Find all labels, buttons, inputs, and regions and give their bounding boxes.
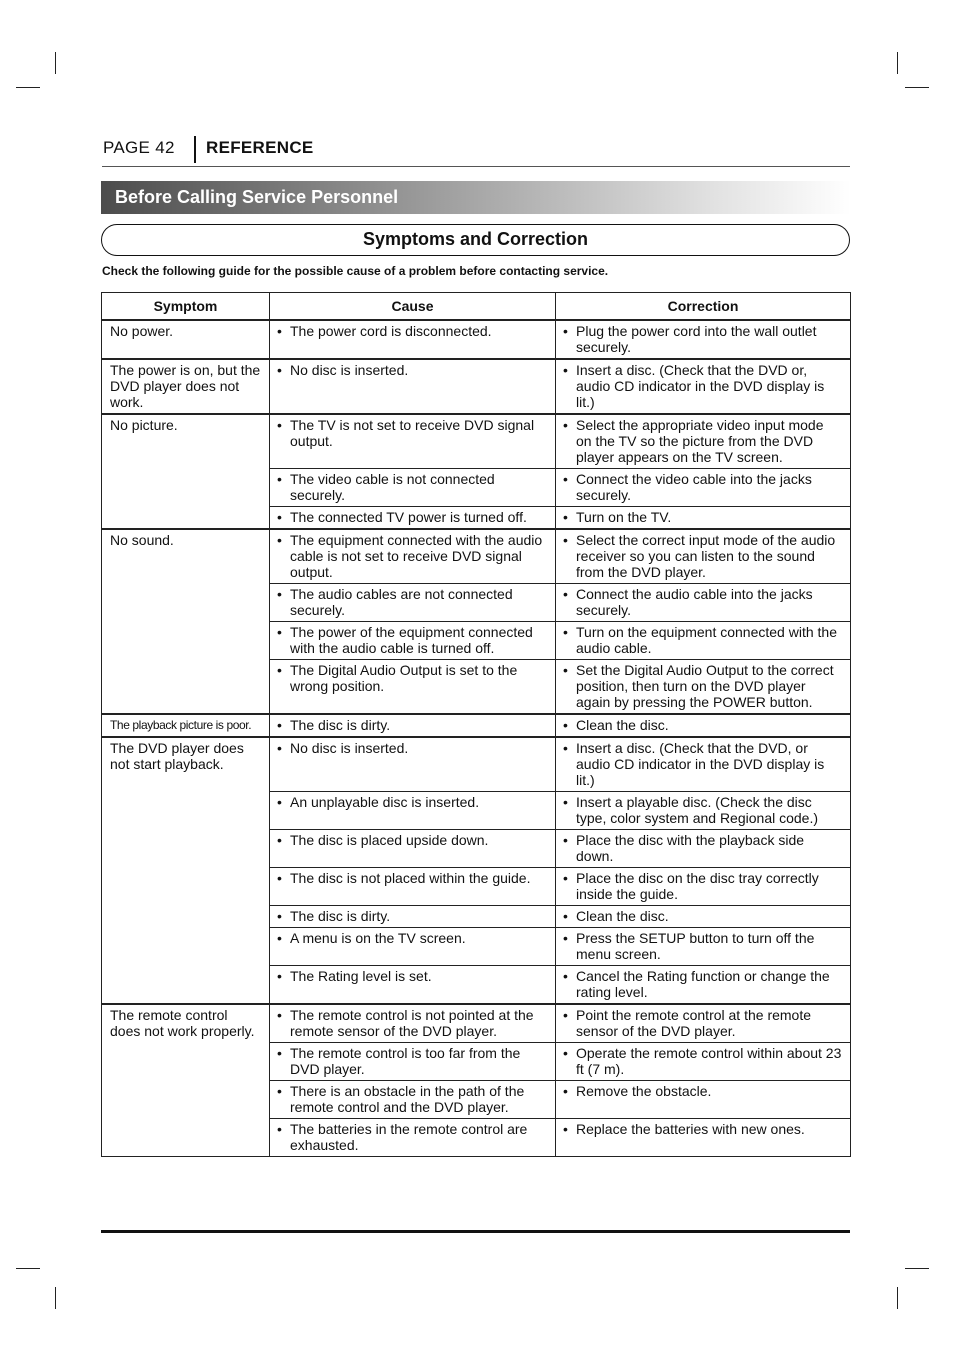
- column-header-cause: Cause: [270, 293, 556, 321]
- column-header-correction: Correction: [556, 293, 851, 321]
- cause-cell: • The disc is not placed within the guide.: [270, 868, 556, 906]
- correction-cell: • Connect the audio cable into the jacks securely.: [556, 584, 851, 622]
- crop-mark: [55, 52, 56, 74]
- correction-cell: • Place the disc on the disc tray correctly inside the guide.: [556, 868, 851, 906]
- correction-cell: • Plug the power cord into the wall outlet securely.: [556, 320, 851, 359]
- crop-mark: [16, 87, 40, 88]
- table-row: [102, 1004, 851, 1043]
- cause-cell: • The disc is placed upside down.: [270, 830, 556, 868]
- cause-cell: • The video cable is not connected securely.: [270, 469, 556, 507]
- correction-cell: • Point the remote control at the remote sensor of the DVD player.: [556, 1004, 851, 1043]
- column-header-symptom: Symptom: [102, 293, 270, 321]
- correction-cell: • Select the appropriate video input mode on the TV so the picture from the DVD player appears on the TV screen.: [556, 414, 851, 469]
- correction-cell: • Replace the batteries with new ones.: [556, 1119, 851, 1157]
- symptom-cell: The DVD player does not start playback.: [102, 737, 270, 1004]
- cause-cell: • The connected TV power is turned off.: [270, 507, 556, 530]
- crop-mark: [16, 1268, 40, 1269]
- cause-cell: • The TV is not set to receive DVD signal output.: [270, 414, 556, 469]
- page-number: PAGE 42: [103, 138, 175, 157]
- correction-cell: • Turn on the TV.: [556, 507, 851, 530]
- table-row: [102, 359, 851, 414]
- cause-cell: • The power cord is disconnected.: [270, 320, 556, 359]
- cause-cell: • The equipment connected with the audio cable is not set to receive DVD signal output.: [270, 529, 556, 584]
- correction-cell: • Insert a disc. (Check that the DVD or, audio CD indicator in the DVD display is lit.): [556, 359, 851, 414]
- cause-cell: • No disc is inserted.: [270, 359, 556, 414]
- crop-mark: [897, 1287, 898, 1309]
- symptom-cell: The playback picture is poor.: [102, 714, 270, 737]
- cause-cell: • The batteries in the remote control are exhausted.: [270, 1119, 556, 1157]
- table-row: [102, 320, 851, 359]
- correction-cell: • Clean the disc.: [556, 714, 851, 737]
- correction-cell: • Remove the obstacle.: [556, 1081, 851, 1119]
- symptom-cell: The remote control does not work properly.: [102, 1004, 270, 1157]
- footer-rule: [101, 1230, 850, 1233]
- crop-mark: [897, 52, 898, 74]
- correction-cell: • Set the Digital Audio Output to the correct position, then turn on the DVD player again by pressing the POWER button.: [556, 660, 851, 715]
- crop-mark: [905, 1268, 929, 1269]
- correction-cell: • Connect the video cable into the jacks securely.: [556, 469, 851, 507]
- correction-cell: • Insert a playable disc. (Check the disc type, color system and Regional code.): [556, 792, 851, 830]
- cause-cell: • A menu is on the TV screen.: [270, 928, 556, 966]
- cause-cell: • The Digital Audio Output is set to the wrong position.: [270, 660, 556, 715]
- cause-cell: • There is an obstacle in the path of the remote control and the DVD player.: [270, 1081, 556, 1119]
- table-row: [102, 714, 851, 737]
- header-divider: [194, 136, 196, 163]
- correction-cell: • Press the SETUP button to turn off the menu screen.: [556, 928, 851, 966]
- cause-cell: • The disc is dirty.: [270, 714, 556, 737]
- correction-cell: • Cancel the Rating function or change the rating level.: [556, 966, 851, 1005]
- correction-cell: • Insert a disc. (Check that the DVD, or audio CD indicator in the DVD display is lit.): [556, 737, 851, 792]
- cause-cell: • No disc is inserted.: [270, 737, 556, 792]
- correction-cell: • Operate the remote control within about 23 ft (7 m).: [556, 1043, 851, 1081]
- cause-cell: • The power of the equipment connected with the audio cable is turned off.: [270, 622, 556, 660]
- correction-cell: • Turn on the equipment connected with the audio cable.: [556, 622, 851, 660]
- symptom-cell: No sound.: [102, 529, 270, 714]
- section-banner: [101, 181, 851, 214]
- table-header-row: [102, 293, 851, 321]
- symptom-cell: No picture.: [102, 414, 270, 529]
- cause-cell: • The Rating level is set.: [270, 966, 556, 1005]
- cause-cell: • The remote control is too far from the DVD player.: [270, 1043, 556, 1081]
- cause-cell: • The disc is dirty.: [270, 906, 556, 928]
- intro-text: Check the following guide for the possible cause of a problem before contacting service.: [102, 264, 609, 278]
- section-label: REFERENCE: [206, 138, 314, 157]
- cause-cell: • The audio cables are not connected securely.: [270, 584, 556, 622]
- cause-cell: • The remote control is not pointed at the remote sensor of the DVD player.: [270, 1004, 556, 1043]
- table-row: [102, 737, 851, 792]
- banner-title: Before Calling Service Personnel: [115, 187, 399, 207]
- sub-heading: Symptoms and Correction: [101, 224, 850, 256]
- troubleshooting-table: [101, 292, 851, 1157]
- table-row: [102, 529, 851, 584]
- table-row: [102, 414, 851, 469]
- correction-cell: • Clean the disc.: [556, 906, 851, 928]
- correction-cell: • Place the disc with the playback side down.: [556, 830, 851, 868]
- symptom-cell: The power is on, but the DVD player does not work.: [102, 359, 270, 414]
- symptom-cell: No power.: [102, 320, 270, 359]
- crop-mark: [55, 1287, 56, 1309]
- correction-cell: • Select the correct input mode of the audio receiver so you can listen to the sound from the DVD player.: [556, 529, 851, 584]
- cause-cell: • An unplayable disc is inserted.: [270, 792, 556, 830]
- page-header: [102, 136, 850, 167]
- crop-mark: [905, 87, 929, 88]
- table-body: [102, 320, 851, 1157]
